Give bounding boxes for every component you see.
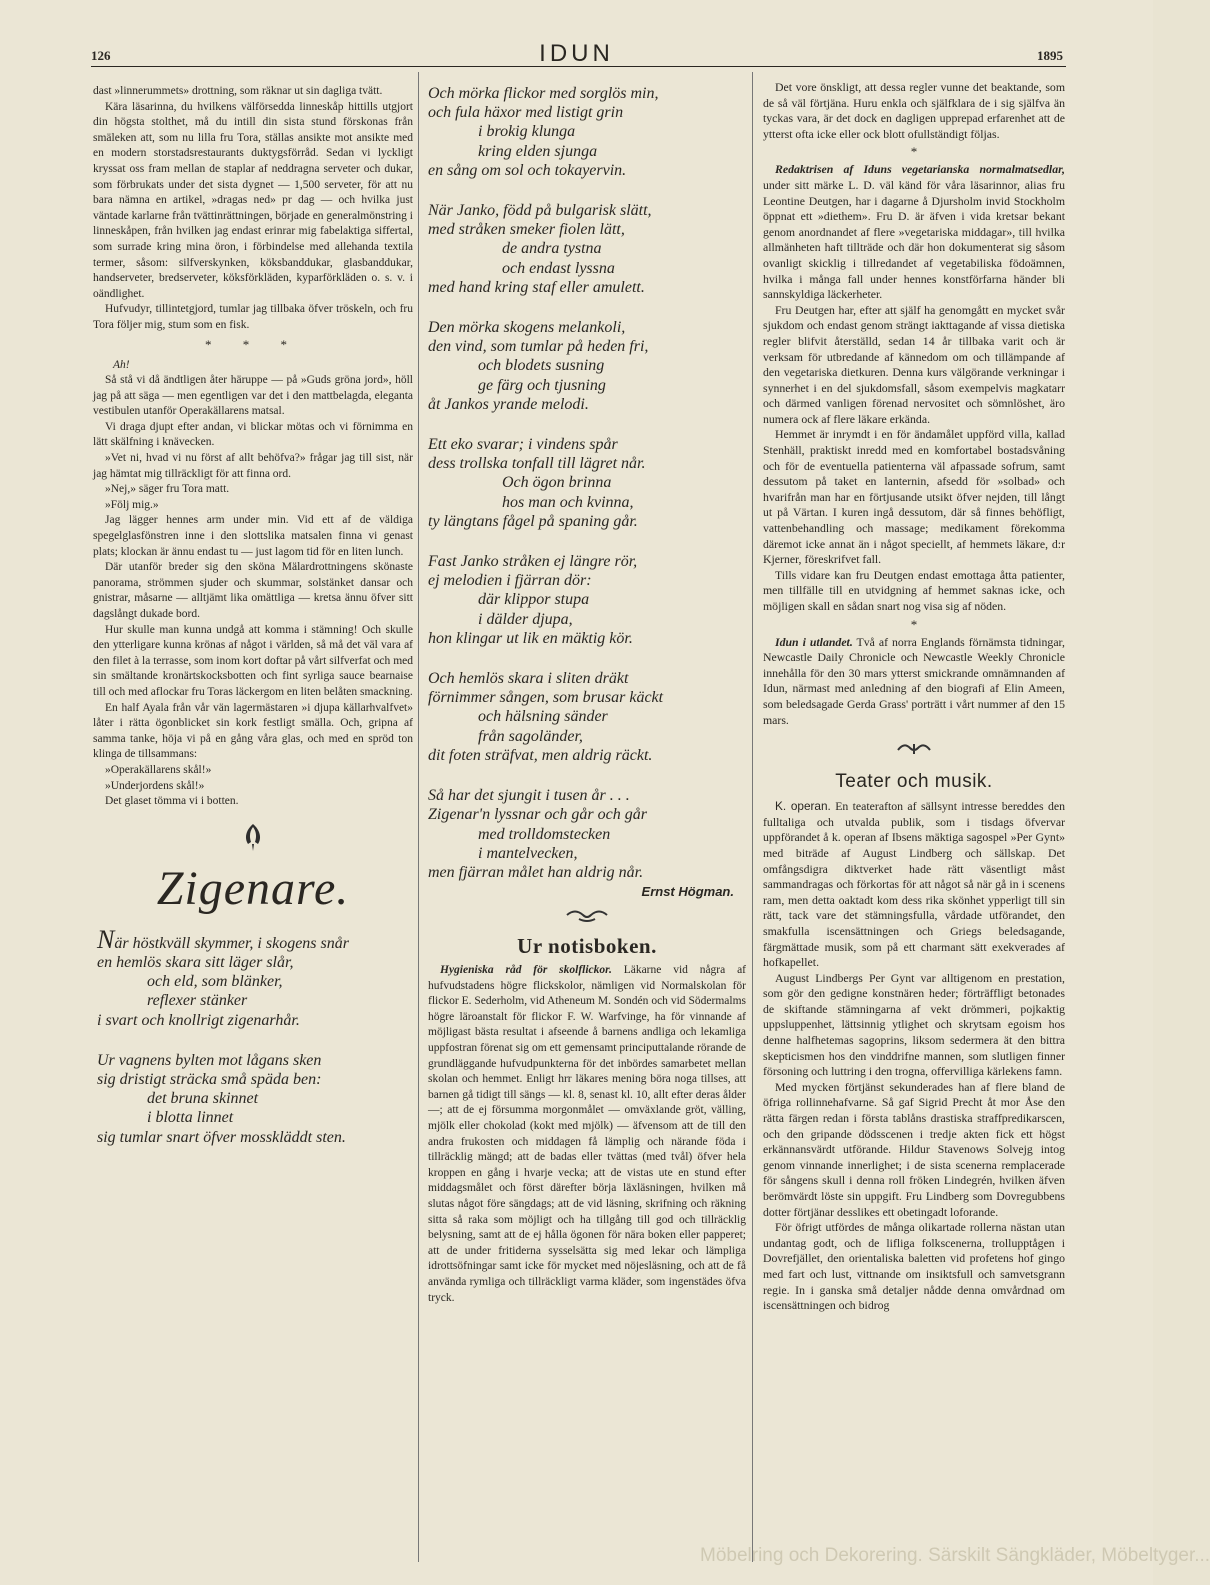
paragraph: »Operakällarens skål!» [105,763,212,776]
paragraph: Hufvudyr, tillintetgjord, tumlar jag tillbaka öfver tröskeln, och fru Tora följer mig, stum som en fisk. [93,303,413,331]
vegetarian-text: under sitt märke L. D. väl känd för våra läsarinnor, alias fru Leontine Deutgen, har i dagarne å Djursholm invid Stockholm öppnat ett »diethem». Fru D. är äfven i vida kretsar bekant genom anordnandet af flere »vegetariska middagar», till hvilka allmänheten haft tillträde och där hon dokumenterat sig såsom ovanligt skicklig i tillredandet af vegetabiliska födoämnen, hvilka i många fall under hennes konstförfarna händer bli sannskyldiga läckerheter. [763,177,1065,302]
notis-lead: Hygieniska råd för skolflickor. [440,964,612,977]
leaf-ornament-icon [93,822,413,857]
paragraph: Fru Deutgen har, efter att själf ha genomgått en mycket svår sjukdom och endast genom strängt iakttagande af vissa dietiska regler blifvit återställd, sedan 14 år tillbaka varit och är verksam för utbredande af kännedom om och tillämpande af den vegetariska dietkuren. Denna kurs välgörande verkningar i synnerhet i en del sjukdomsfall, såsom exempelvis magkatarr och därmed vanligen förenad nervositet och sömnlöshet, äro numera ock af flere läkare erkända. [763,302,1065,426]
poem-line: det bruna skinnet [147,1090,259,1108]
poem-line: i svart och knollrigt zigenarhår. [97,1011,300,1029]
poem-line: kring elden sjunga [478,142,598,160]
poem-stanza [428,669,746,765]
column-3 [763,80,1065,1314]
paragraph: »Följ mig.» [105,498,159,511]
poem-line: Ett eko svarar; i vindens spår [428,436,618,454]
signature: Ernst Högman. [641,884,734,900]
column-1 [93,84,413,1168]
poem-line: hon klingar ut lik en mäktig kör. [428,629,633,647]
poem-line: och endast lyssna [502,259,615,277]
poem-line: När Janko, född på bulgarisk slätt, [428,202,652,220]
poem-title: Zigenare. [156,861,350,915]
paragraph: För öfrigt utfördes de många olikartade rollerna nästan utan undantag godt, och de lifliga folkscenerna, trollupptågen i Dovrefjället, den orientaliska baletten vid profetens hof gingo med fart och lust, vittnande om insiktsfull och samvetsgrann regie. In i ganska små detaljer nådde denna omvårdnad om iscensättningen och bidrog [763,1220,1065,1313]
poem-line: och eld, som blänker, [147,973,283,991]
poem-line: de andra tystna [502,240,602,258]
column-2 [428,84,746,1306]
section-title: Teater och musik. [835,771,993,793]
poem-stanza [428,318,746,414]
paragraph [763,635,1065,729]
idun-abroad-text: Två af norra Englands förnämsta tidningar, Newcastle Daily Chronicle och Newcastle Weekly Chronicle innehålla för den 30 mars ytterst smickrande omnämnanden af Idun, närmast med anledning af den biografi af Elin Ameen, som beledsagade Gerda Grass' porträtt i vårt nummer af den 15 mars. [763,634,1065,727]
poem-line: hos man och kvinna, [502,493,634,511]
poem-line: ge färg och tjusning [478,376,606,394]
poem-line: dess trollska tonfall till lägret når. [428,455,646,473]
paragraph: August Lindbergs Per Gynt var alltigenom en prestation, som gör den gedigne konstnären heder; förträffligt betonades de skiftande stämningarna af vekt drömmeri, pojkaktig uppsluppenhet, lättsinnig ytlighet och skrytsam egoism hos denne halfhetemas sagoprins, liksom sedermera ät den bittra skepticismen hos den vinddrifne mannen, som slutligen finner försoning och luttring i den trogna, offervilliga kärlekens famn. [763,970,1065,1079]
ah-heading: Ah! [113,358,130,371]
paragraph: »Nej,» säger fru Tora matt. [105,483,230,496]
poem-line: sig dristigt sträcka små späda ben: [97,1070,322,1088]
poem-stanza [428,552,746,648]
paragraph: Där utanför breder sig den sköna Mälardrottningens skönaste panorama, strömmen sjuder och skummar, solstänket dansar och gnistrar, måsarne — alltjämt lika omättliga — kretsa ännu öfver sitt dagslångt dukade bord. [93,561,413,620]
paragraph: Vi draga djupt efter andan, vi blickar mötas och vi förnimma en lätt skälfning i knävecken. [93,420,413,449]
paragraph: En half Ayala från vår vän lagermästaren »i djupa källarhvalfvet» låter i rätta ögonblicket sin kork festligt smälla. Och, gripna af samma tanke, höja vi på en gång våra glas, och med en spröd ton klinga de tillsammans: [93,701,413,761]
flourish-ornament-icon [428,907,746,928]
poem-line-rest: är höstkväll skymmer, i skogens snår [114,934,349,952]
bleed-through-text: Möbelring och Dekorering. Särskilt Sängkläder, Möbeltyger... [700,1545,1210,1566]
paragraph: Jag lägger hennes arm under min. Vid ett af de väldiga spegelglasfönstren inne i den slottslika matsalen finna vi genast plats; klockan är ännu endast tu — just lagom tid för en liten lunch. [93,514,413,558]
poem-line: med stråken smeker fiolen lätt, [428,221,625,239]
poem-line: dit foten sträfvat, men aldrig räckt. [428,746,653,764]
paragraph: Kära läsarinna, du hvilkens välförsedda linneskåp hittills utgjort din högsta stolthet, må du intill din sista stund förskonas från smäleken att, som nu lilla fru Tora, ställas ansikte mot ansikte med en modern storstadsrestaurants duktygsförråd. Sedan vi lyckligt kryssat oss fram mellan de staplar af neddragna serveter och dukar, som förbrukats under det sista dygnet — 1,500 serveter, för att nu bara nämna en artikel, »dragas ned» pr dag — och hvilka just väntade karlarne från tvättinrättningen, började en generalmönstring i linneskåpen, från hvilken jag endast erinrar mig fabelaktiga siffertal, som surrade kring mina öron, i förbindelse med allehanda textila termer, såsom: silfverskynken, köksbanddukar, glasbanddukar, handserveter, bredserveter, köksförkläden, kyparförkläden o. s. v. i oändlighet. [93,100,413,300]
section-star: * [910,144,918,160]
poem-line: med hand kring staf eller amulett. [428,278,645,296]
paragraph: Hemmet är inrymdt i en för ändamålet uppförd villa, kallad Stenhäll, praktiskt inredd med en komfortabel bostadsvåning och för de eventuella patienterna väl afpassade sofrum, samt dessutom på taket en lanternin, afsedd för »solbad» och hvarifrån man har en förtjusande utsikt öfver nejden, till långt ut på Värtan. I kuren ingå dessutom, där så finnes behöfligt, vattenbehandling och massage; medikament förekomma däremot icke annat än i något speciellt, af hemmets läkare, d:r Kjerner, föreskrifvet fall. [763,427,1065,567]
poem-line: i brokig klunga [478,123,576,141]
paragraph: »Vet ni, hvad vi nu först af allt behöfva?» frågar jag till sist, när jag hämtat mig tillräckligt för att finna ord. [93,452,413,480]
poem-line: sig tumlar snart öfver mosskläddt sten. [97,1128,346,1146]
paragraph: Så stå vi då ändtligen åter häruppe — på »Guds gröna jord», höll jag på att säga — men egentligen var det i den mattbelagda, eleganta vestibulen utanför Operakällarens matsal. [93,374,413,418]
poem-line: Och ögon brinna [502,474,612,492]
paragraph: Hur skulle man kunna undgå att komma i stämning! Och skulle den ytterligare kunna krönas af något i världen, så må det väl vara af den filet à la terrasse, som inom kort doftar på vårt silfverfat och med sin smältande kronärtskocksbotten och fint syrliga sauce bearnaise till och med aflockar fru Toras läckergom en liten belåten smackning. [93,623,413,698]
poem-line: i blotta linnet [147,1109,234,1127]
poem-line: Så har det sjungit i tusen år . . . [428,787,630,805]
poem-line: ty längtans fågel på spaning går. [428,512,638,530]
poem-line: Och mörka flickor med sorglös min, [428,85,659,102]
poem-line: med trolldomstecken [478,825,611,843]
poem-stanza [428,786,746,882]
poem-line: reflexer stänker [147,992,248,1010]
poem-line: förnimmer sången, som brusar käckt [428,689,664,707]
paragraph: Det vore önskligt, att dessa regler vunne det beaktande, som de så väl förtjäna. Huru enkla och själfklara de i sig själfva än tyckas vara, är det dock en dagligen upprepad erfarenhet att de ytterst ofta icke eller ock blott ofullständigt följas. [763,80,1065,141]
flourish-ornament-icon [763,740,1065,761]
section-stars: * * * [205,336,301,352]
masthead-title: IDUN [539,40,614,67]
poem-line: den vind, som tumlar på heden fri, [428,338,649,356]
paragraph [763,162,1065,302]
vegetarian-lead: Redaktrisen af Iduns vegetarianska normalmatsedlar, [775,162,1065,177]
paragraph: »Underjordens skål!» [105,779,205,792]
poem-line: Den mörka skogens melankoli, [428,319,626,337]
notis-text: Läkarne vid några af hufvudstadens högre flickskolor, nämligen vid Normalskolan för flickor E. Sederholm, vid Atheneum M. Sondén och vid Södermalms högre läroanstalt för flickor F. W. Warfvinge, ha för vinnande af möjligast bästa resultat i afseende å barnens andliga och lekamliga uppfostran förenat sig om ett gemensamt principuttalande rörande de grundläggande hufvudpunkterna för det inbördes samarbetet mellan skolan och hemmet. Enligt hrr läkares mening böra noga tillses, att barnen gå tidigt till sängs — kl. 8, senast kl. 10, allt efter deras ålder —; att de ej försumma morgonmålet — omväxlande gröt, välling, mjölk eller chokolad (kokt med mjölk) — äfvensom att de till den andra frukosten och middagen få lämplig och närande föda i tillräcklig mängd; att de badas eller tvättas (med tvål) öfver hela kroppen en gång i hvarje vecka; att de vistas ute en stund efter middagsmålet och först därefter börja läxläsningen, hvilken må slutas något före sängdags; att de vid läsning, skrifning och räkning sitta så raka som möjligt och ha tillgång till god och tillräcklig belysning, samt att de ej hålla ögonen för nära boken eller papperet; att de under fritiderna sysselsätta sig med lekar och lämpliga idrottsöfningar samt icke för mycket med nöjesläsning, och att de få använda rymliga och tillräckligt varma kläder, som ingenstädes öfva tryck. [428,964,747,1304]
poem-line: åt Jankos yrande melodi. [428,395,589,413]
poem-line: en hemlös skara sitt läger slår, [97,953,294,971]
poem-line: När höstkväll skymmer, i skogens snår [97,924,349,954]
year: 1895 [1037,48,1063,63]
poem-line: ej melodien i fjärran dör: [428,572,592,590]
poem-line: en sång om sol och tokayervin. [428,161,627,179]
poem-stanza [93,924,413,1030]
notis-paragraph [428,963,746,1306]
column-divider-2 [752,72,753,1562]
poem-line: Zigenar'n lyssnar och går och går [428,806,647,824]
poem-stanza [428,435,746,531]
page-number: 126 [91,48,111,63]
poem-line: och fula häxor med listigt grin [428,104,624,122]
poem-line: och blodets susning [478,357,605,375]
paragraph [763,799,1065,971]
column-divider-1 [418,72,419,1562]
poem-line: Fast Janko stråken ej längre rör, [428,553,638,571]
poem-stanza [93,1051,413,1147]
paragraph: Med mycken förtjänst sekunderades han af flere bland de öfriga rollinnehafvarne. Så gaf Sigrid Precht åt mor Åse den rätta färgen redan i första tablåns drastiska straffpredikarscen, och den gripande dödsscenen i tredje akten fick ett högst erkännansvärdt utförande. Hildur Stavenows Solvejg intog genom vinnande innerlighet; i de sista scenerna remplacerade för sångens skull i denna roll fröken Lindegrén, hvilken äfven berömvärdt löste sin uppgift. Fru Lindberg som Dovregubbens dotter förtjänar desslikes ett obetingadt loforande. [763,1079,1065,1219]
poem-line: i mantelvecken, [478,844,578,862]
poem-stanza [428,201,746,297]
header-rule [91,66,1066,67]
poem-line: där klippor stupa [478,591,590,609]
opera-lead: K. operan. [775,799,831,814]
idun-abroad-lead: Idun i utlandet. [775,634,853,649]
paragraph: dast »linnerummets» drottning, som räknar ut sin dagliga tvätt. [93,85,383,97]
poem-line: Ur vagnens bylten mot lågans sken [97,1051,322,1069]
paragraph: Tills vidare kan fru Deutgen endast emottaga åtta patienter, men tillfälle till en utvidgning af hemmet saknas icke, och möjligen skall en sådan snart nog visa sig af nöden. [763,567,1065,613]
poem-line: och hälsning sänder [478,708,608,726]
section-title: Ur notisboken. [517,934,657,959]
poem-line: Och hemlös skara i sliten dräkt [428,670,629,688]
poem-line: från sagoländer, [478,727,583,745]
poem-line: i dälder djupa, [478,610,573,628]
poem-line: men fjärran målet han aldrig når. [428,863,644,881]
poem-stanza [428,84,746,180]
paragraph: Det glaset tömma vi i botten. [105,795,239,808]
section-star: * [910,616,918,632]
opera-text: En teaterafton af sällsynt intresse bereddes den fulltaliga och utvalda publik, som i tisdags öfvervar uppförandet å k. operan af Ibsens mäktiga sagospel »Per Gynt» med biträde af August Lindberg och sällskap. Det omfångsdigra diktverket hade rätt väsentligt måst sammandragas och förkortas för att något så när gå in i scenens ram, men detta oaktadt kom dess rika skönhet ypperligt till sin rätt, tack vare det stämningsfulla, vårdade utförandet, den smakfulla iscensättningen och Griegs beledsagande, färgmättade musik, som på ett charmant sätt exekverades af hofkapellet. [763,799,1066,970]
